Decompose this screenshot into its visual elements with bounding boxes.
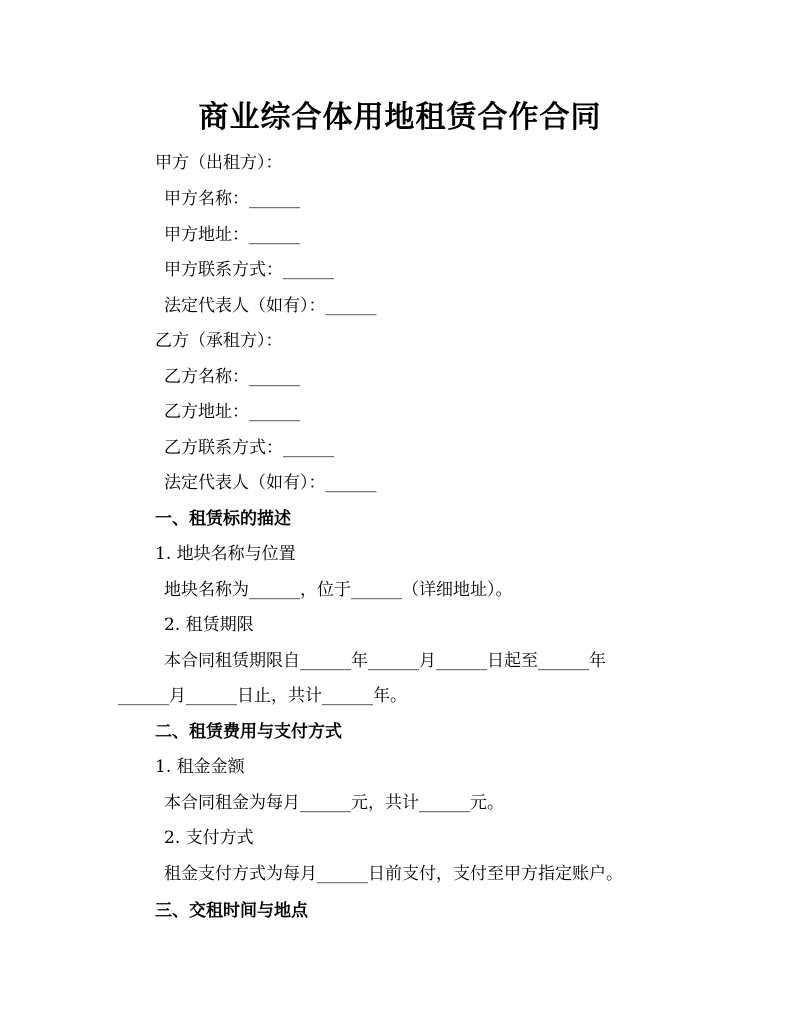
section-3-heading: 三、交租时间与地点 xyxy=(155,901,308,921)
section-1-item-1-title: 1. 地块名称与位置 xyxy=(155,544,296,564)
party-a-legal-rep: 法定代表人（如有）：______ xyxy=(164,296,377,316)
party-b-name: 乙方名称：______ xyxy=(164,367,300,387)
party-a-address: 甲方地址：______ xyxy=(164,225,300,245)
party-a-contact: 甲方联系方式：______ xyxy=(164,260,334,280)
section-2-item-1-title: 1. 租金金额 xyxy=(155,757,245,777)
party-a-heading: 甲方（出租方）： xyxy=(155,153,283,173)
section-2-item-2-title: 2. 支付方式 xyxy=(164,828,254,848)
section-1-item-2-text-line-2: ______月______日止，共计______年。 xyxy=(118,686,407,706)
section-1-item-2-title: 2. 租赁期限 xyxy=(164,615,254,635)
party-b-legal-rep: 法定代表人（如有）：______ xyxy=(164,473,377,493)
section-1-item-1-text: 地块名称为______，位于______（详细地址）。 xyxy=(164,580,513,600)
section-2-item-1-text: 本合同租金为每月______元，共计______元。 xyxy=(164,793,504,813)
section-1-item-2-text-line-1: 本合同租赁期限自______年______月______日起至______年 xyxy=(164,651,606,671)
section-2-heading: 二、租赁费用与支付方式 xyxy=(155,722,342,742)
section-2-item-2-text: 租金支付方式为每月______日前支付，支付至甲方指定账户。 xyxy=(164,864,623,884)
party-b-address: 乙方地址：______ xyxy=(164,402,300,422)
section-1-heading: 一、租赁标的描述 xyxy=(155,509,291,529)
party-b-heading: 乙方（承租方）： xyxy=(155,331,283,351)
party-a-name: 甲方名称：______ xyxy=(164,189,300,209)
document-title: 商业综合体用地租赁合作合同 xyxy=(198,100,602,135)
party-b-contact: 乙方联系方式：______ xyxy=(164,438,334,458)
